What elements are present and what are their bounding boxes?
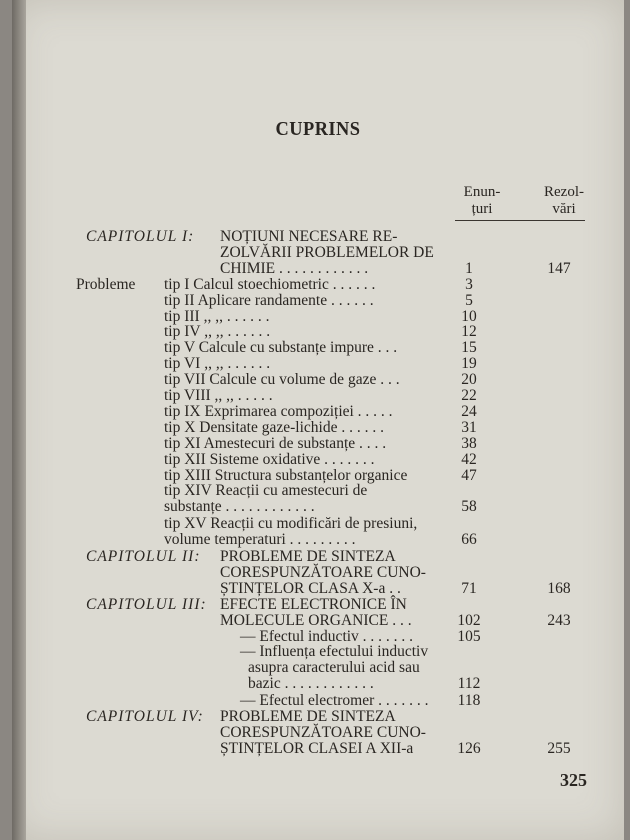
entry-text: EFECTE ELECTRONICE ÎN bbox=[220, 595, 407, 613]
entry-text: ZOLVĂRII PROBLEMELOR DE bbox=[220, 243, 434, 261]
enunturi-page: 47 bbox=[461, 466, 477, 484]
chapter-label: CAPITOLUL III: bbox=[86, 595, 207, 613]
enunturi-page: 112 bbox=[457, 675, 481, 693]
enunturi-page: 19 bbox=[461, 355, 477, 373]
enunturi-page: 126 bbox=[457, 739, 481, 757]
enunturi-page: 22 bbox=[461, 387, 477, 404]
column-header-rule bbox=[455, 220, 585, 221]
entry-text: ȘTINȚELOR CLASEI A XII-a bbox=[220, 739, 414, 757]
enunturi-page: 3 bbox=[465, 275, 473, 293]
page-number: 325 bbox=[560, 770, 587, 790]
column-header-enunturi-text: Enun- țuri bbox=[463, 184, 501, 217]
enunturi-page: 66 bbox=[461, 531, 477, 549]
page-title: CUPRINS bbox=[275, 118, 361, 140]
entry-text: MOLECULE ORGANICE . . . bbox=[220, 611, 412, 629]
chapter-label: CAPITOLUL II: bbox=[86, 548, 201, 565]
entry-text: tip VII Calcule cu volume de gaze . . . bbox=[164, 371, 400, 389]
enunturi-page: 15 bbox=[461, 339, 477, 357]
entry-text: NOȚIUNI NECESARE RE- bbox=[220, 228, 398, 245]
enunturi-page: 31 bbox=[461, 418, 477, 436]
enunturi-page: 38 bbox=[461, 434, 477, 452]
enunturi-page: 12 bbox=[461, 323, 477, 341]
entry-text: PROBLEME DE SINTEZA bbox=[220, 548, 396, 565]
entry-text: asupra caracterului acid sau bbox=[248, 659, 420, 677]
entry-text: tip XII Sisteme oxidative . . . . . . . bbox=[164, 450, 375, 468]
entry-text: — Efectul inductiv . . . . . . . bbox=[240, 627, 414, 645]
chapter-label: CAPITOLUL I: bbox=[86, 228, 195, 245]
entry-text: CHIMIE . . . . . . . . . . . . bbox=[220, 259, 369, 277]
enunturi-page: 102 bbox=[457, 611, 481, 629]
entry-text: ȘTINȚELOR CLASA X-a . . bbox=[220, 579, 401, 597]
entry-text: — Efectul electromer . . . . . . . bbox=[240, 692, 429, 710]
entry-text: CORESPUNZĂTOARE CUNO- bbox=[220, 723, 426, 741]
entry-text: volume temperaturi . . . . . . . . . bbox=[164, 531, 356, 549]
entry-text: tip XV Reacții cu modificări de presiuni, bbox=[164, 515, 418, 533]
column-header-rezolvari bbox=[536, 184, 592, 218]
entry-text: CORESPUNZĂTOARE CUNO- bbox=[220, 563, 426, 581]
entry-text: — Influența efectului inductiv bbox=[240, 643, 429, 661]
rezolvari-page: 147 bbox=[547, 259, 571, 277]
entry-text: PROBLEME DE SINTEZA bbox=[220, 708, 396, 725]
enunturi-page: 105 bbox=[457, 627, 481, 645]
entry-text: tip IX Exprimarea compoziției . . . . . bbox=[164, 402, 393, 420]
entry-text: tip VIII ,, ,, . . . . . bbox=[164, 387, 273, 404]
entry-text: tip XIII Structura substanțelor organice bbox=[164, 466, 408, 484]
page-edge-shadow bbox=[12, 0, 26, 840]
entry-text: tip XI Amestecuri de substanțe . . . . bbox=[164, 434, 387, 452]
entry-text: tip VI ,, ,, . . . . . . bbox=[164, 355, 271, 373]
enunturi-page: 42 bbox=[461, 450, 477, 468]
chapter-label: CAPITOLUL IV: bbox=[86, 708, 204, 725]
entry-text: tip X Densitate gaze-lichide . . . . . . bbox=[164, 418, 384, 436]
enunturi-page: 24 bbox=[461, 402, 477, 420]
enunturi-page: 5 bbox=[465, 291, 473, 309]
entry-text: tip I Calcul stoechiometric . . . . . . bbox=[164, 275, 376, 293]
entry-text: tip IV ,, ,, . . . . . . bbox=[164, 323, 271, 341]
column-header-enunturi bbox=[458, 184, 506, 218]
rezolvari-page: 168 bbox=[547, 579, 571, 597]
entry-text: tip XIV Reacții cu amestecuri de bbox=[164, 482, 368, 500]
rezolvari-page: 243 bbox=[547, 611, 571, 629]
enunturi-page: 71 bbox=[461, 579, 477, 597]
entry-text: tip V Calcule cu substanțe impure . . . bbox=[164, 339, 398, 357]
enunturi-page: 1 bbox=[465, 259, 473, 277]
rezolvari-page: 255 bbox=[547, 739, 571, 757]
enunturi-page: 10 bbox=[461, 307, 477, 325]
entry-text: tip II Aplicare randamente . . . . . . bbox=[164, 291, 374, 309]
enunturi-page: 118 bbox=[457, 692, 481, 710]
column-header-rezolvari-text: Rezol- vări bbox=[544, 184, 584, 217]
section-label: Probleme bbox=[76, 275, 136, 293]
enunturi-page: 20 bbox=[461, 371, 477, 389]
entry-text: bazic . . . . . . . . . . . . bbox=[248, 675, 374, 693]
entry-text: tip III ,, ,, . . . . . . bbox=[164, 307, 270, 325]
enunturi-page: 58 bbox=[461, 498, 477, 516]
entry-text: substanțe . . . . . . . . . . . . bbox=[164, 498, 315, 516]
book-page bbox=[12, 0, 624, 840]
